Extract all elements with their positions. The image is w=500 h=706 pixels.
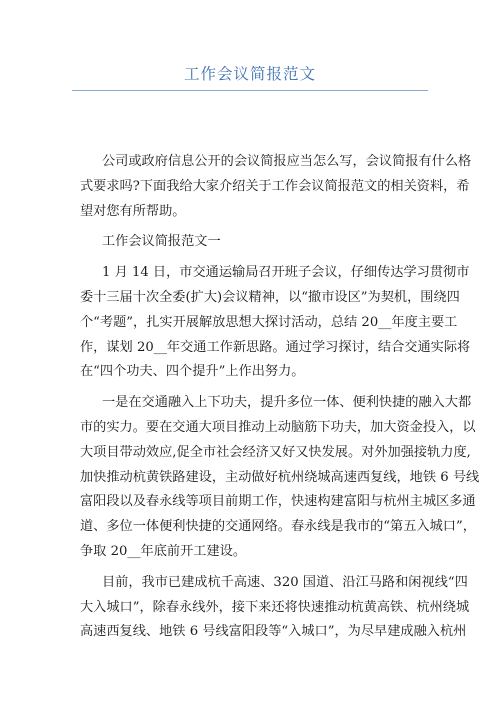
text-line: 委十三届十次全委(扩大)会议精神，以“撤市设区”为契机，围绕四	[80, 289, 460, 305]
body-paragraph	[80, 261, 471, 385]
document-title: 工作会议简报范文	[183, 65, 316, 83]
text-line: 公司或政府信息公开的会议简报应当怎么写，会议简报有什么格	[102, 154, 472, 169]
text-line: 1 月 14 日，市交通运输局召开班子会议，仔细传达学习贯彻市	[102, 265, 470, 281]
text-line: 市的实力。要在交通大项目推动上动脑筋下功夫，加大资金投入，以	[80, 419, 476, 435]
text-line: 争取 20__年底前开工建设。	[80, 543, 247, 559]
text-line: 高速西复线、地铁 6 号线富阳段等“入城口”，为尽早建成融入杭州	[80, 624, 467, 640]
text-line: 在“四个功夫、四个提升”上作出努力。	[80, 364, 305, 380]
text-line: 大项目带动效应,促全市社会经济又好又快发展。对外加强接轨力度,	[80, 444, 471, 460]
body-paragraph	[80, 571, 470, 645]
title-underline	[72, 90, 428, 91]
body-paragraph	[80, 391, 480, 565]
text-line: 一是在交通融入上下功夫，提升多位一体、便利快捷的融入大都	[102, 395, 472, 411]
text-line: 式要求吗?下面我给大家介绍关于工作会议简报范文的相关资料，希	[80, 178, 470, 194]
text-line: 道、多位一体便利快捷的交通网络。春永线是我市的“第五入城口”，	[80, 519, 476, 535]
text-line: 富阳段以及春永线等项目前期工作，快速构建富阳与杭州主城区多通	[80, 494, 476, 510]
text-line: 个“考题”，扎实开展解放思想大探讨活动，总结 20__年度主要工	[80, 314, 458, 330]
text-line: 大入城口”，除春永线外，接下来还将快速推动杭黄高铁、杭州绕城	[80, 599, 470, 615]
text-line: 目前，我市已建成杭千高速、320 国道、沿江马路和闲视线“四	[102, 574, 468, 590]
text-line: 望对您有所帮助。	[80, 203, 186, 219]
document-body	[80, 150, 480, 651]
text-line: 工作会议简报范文一	[102, 234, 221, 250]
text-line: 加快推动杭黄铁路建设，主动做好杭州绕城高速西复线，地铁 6 号线	[80, 469, 480, 485]
text-line: 作，谋划 20__年交通工作新思路。通过学习探讨，结合交通实际将	[80, 339, 471, 355]
section-subheading	[80, 230, 432, 255]
intro-paragraph	[80, 150, 472, 224]
